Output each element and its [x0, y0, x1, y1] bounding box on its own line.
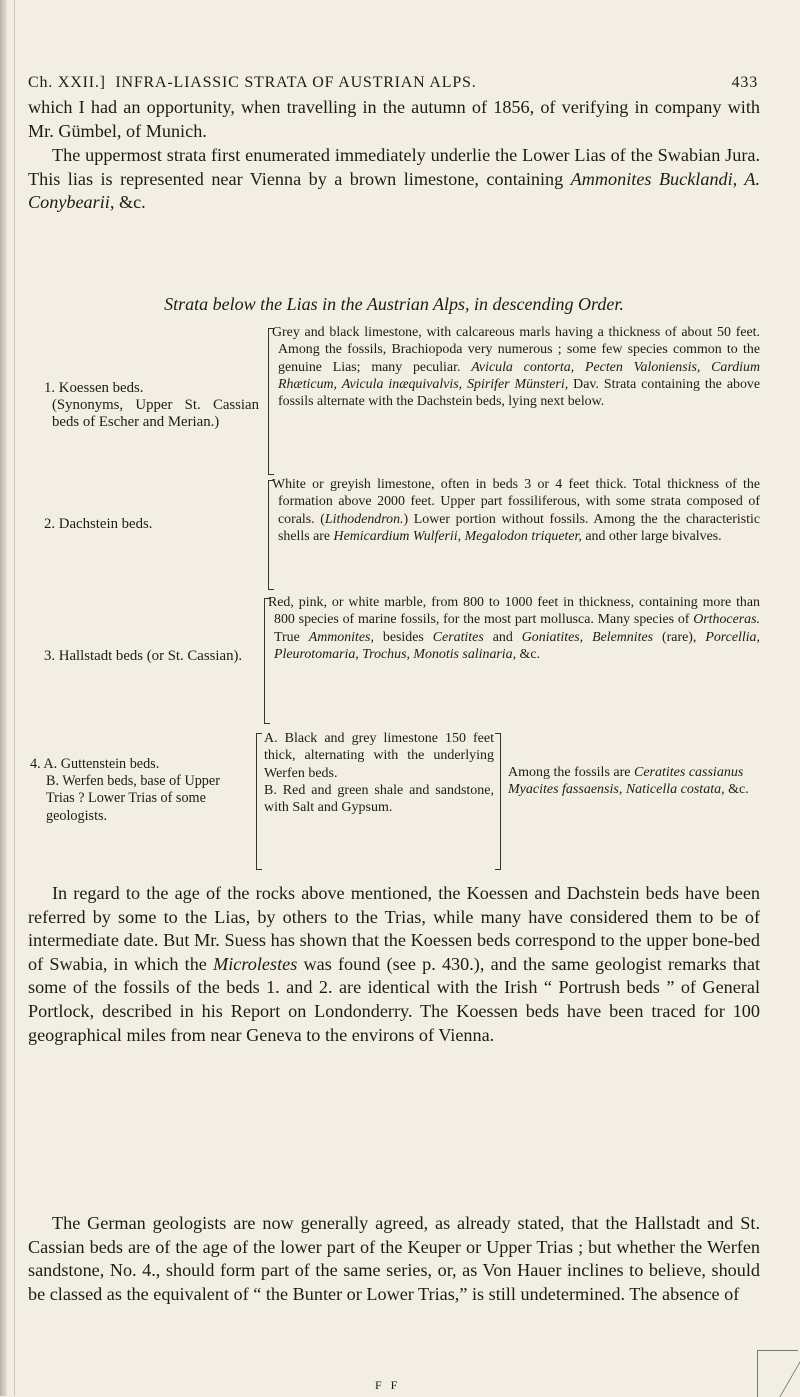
bed-3-label: 3. Hallstadt beds (or St. Cassian). [44, 648, 243, 664]
bed-2-brace [268, 480, 269, 590]
page-number: 433 [731, 74, 758, 91]
paragraph-german-geologists: The German geologists are now generally agreed, as already stated, that the Hallstadt and St. Cassian beds are of the age of the lower part of the Keuper or Upper Trias ; but whether the Werfen sandstone, No. 4., should form part of the same series, or, as Von Hauer inclines to believe, should be classed as the equivalent of “ the Bunter or Lower Trias,” is still undetermined. The absence of [28, 1213, 760, 1304]
bed-3-description: Red, pink, or white marble, from 800 to 1000 feet in thickness, containing more than 800 species of marine fossils, for the most part mollusca. Many species of Orthoceras. True Ammonites, besides Ceratites and Goniatites, Belemnites (rare), Porcellia, Pleurotomaria, Trochus, Monotis salinaria, &c. [268, 595, 760, 662]
corner-fold-mark [757, 1350, 798, 1397]
bed-4-fossils: Among the fossils are Ceratites cassianus Myacites fassaensis, Naticella costata, &c. [508, 765, 749, 798]
bed-1-label [44, 380, 259, 431]
paragraph-age-discussion: In regard to the age of the rocks above mentioned, the Koessen and Dachstein beds have been referred by some to the Lias, by others to the Trias, while many have considered them to be of intermediate date. But Mr. Suess has shown that the Koessen beds correspond to the upper bone-bed of Swabia, in which the Microlestes was found (see p. 430.), and the same geologist remarks that some of the fossils of the beds 1. and 2. are identical with the Irish “ Portrush beds ” of General Portlock, described in his Report on Londonderry. The Koessen beds have been traced for 100 geographical miles from near Geneva to the environs of Vienna. [28, 883, 760, 1045]
paragraph-intro-1: which I had an opportunity, when travelling in the autumn of 1856, of verifying in company with Mr. Gümbel, of Munich. [28, 97, 760, 141]
signature-mark: F F [375, 1378, 401, 1392]
italic-taxa: Ammonites Bucklandi, A. Conybearii, [28, 168, 761, 213]
bed-4-description [264, 730, 494, 816]
bed-4b-name: B. Werfen beds, base of Upper Trias ? Lower Trias of some geologists. [46, 773, 220, 824]
bed-4-brace [256, 733, 257, 870]
strata-table-title: Strata below the Lias in the Austrian Alps, in descending Order. [164, 294, 624, 314]
page-edge-line [14, 0, 15, 1396]
bed-2-description: White or greyish limestone, often in beds 3 or 4 feet thick. Total thickness of the formation above 2000 feet. Upper part fossiliferous, with some strata composed of corals. (Lithodendron.) Lower portion without fossils. Among the the characteristic shells are Hemicardium Wulferii, Megalodon triqueter, and other large bivalves. [272, 477, 760, 544]
bed-4a-name: 4. A. Guttenstein beds. [30, 756, 160, 772]
bed-1-description: Grey and black limestone, with calcareous marls having a thickness of about 50 feet. Among the fossils, Brachiopoda very numerous ; some few species common to the genuine Lias; many peculiar. Avicula contorta, Pecten Valoniensis, Cardium Rhæticum, Avicula inæquivalvis, Spirifer Münsteri, Dav. Strata containing the above fossils alternate with the Dachstein beds, lying next below. [272, 325, 761, 410]
bed-1-synonym: (Synonyms, Upper St. Cassian beds of Escher and Merian.) [52, 397, 259, 430]
bed-4-right-brace [490, 733, 501, 870]
chapter-label: Ch. XXII.] INFRA-LIASSIC STRATA OF AUSTRIAN ALPS. [28, 74, 477, 91]
running-header [28, 74, 758, 98]
bed-4a-description: A. Black and grey limestone 150 feet thick, alternating with the underlying Werfen beds. [264, 731, 494, 781]
bed-4b-description: B. Red and green shale and sandstone, with Salt and Gypsum. [264, 782, 494, 816]
bed-4-label [30, 756, 250, 825]
bed-1-name: 1. Koessen beds. [44, 380, 144, 396]
bed-2-label: 2. Dachstein beds. [44, 516, 153, 532]
page-edge [0, 0, 7, 1396]
paragraph-intro-2: The uppermost strata first enumerated immediately underlie the Lower Lias of the Swabian Jura. This lias is represented near Vienna by a brown limestone, containing Ammonites Bucklandi, A. Conybearii, &c. [28, 145, 761, 213]
bed-1-brace [268, 328, 269, 475]
bed-3-brace [264, 598, 265, 724]
running-title: INFRA-LIASSIC STRATA OF AUSTRIAN ALPS. [115, 74, 477, 91]
